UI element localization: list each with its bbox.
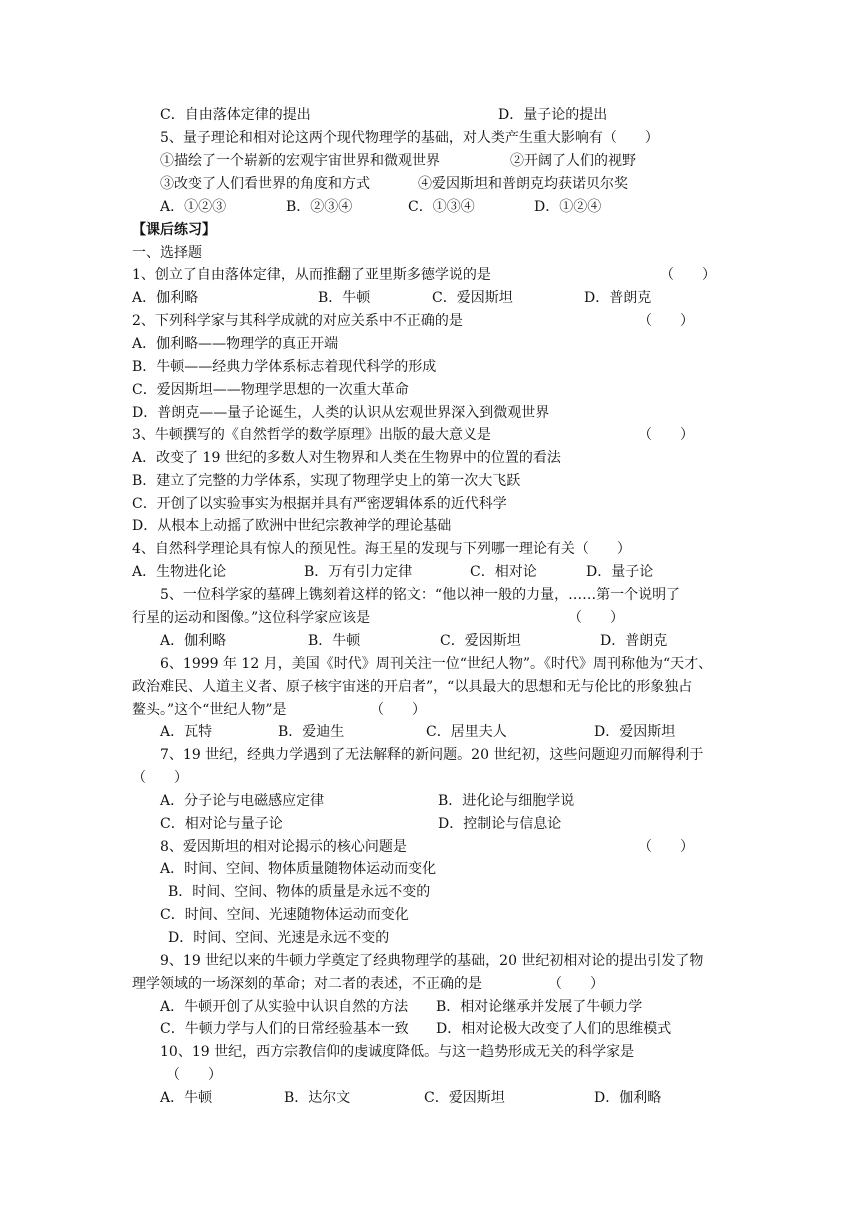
q2-option-b: B．牛顿——经典力学体系标志着现代科学的形成 <box>132 359 437 375</box>
q9-stem-line1: 9、19 世纪以来的牛顿力学奠定了经典物理学的基础，20 世纪初相对论的提出引发了物 <box>160 953 704 969</box>
q4-stem: 4、自然科学理论具有惊人的预见性。海王星的发现与下列哪一理论有关（ ） <box>132 541 631 557</box>
q8-stem: 8、爱因斯坦的相对论揭示的核心问题是 <box>160 839 407 855</box>
q8-option-a: A．时间、空间、物体质量随物体运动而变化 <box>160 861 437 877</box>
q1-option-d: D．普朗克 <box>584 290 652 306</box>
q6-stem-line2: 政治难民、人道主义者、原子核宇宙迷的开启者”，“以具最大的思想和无与伦比的形象独占 <box>132 679 693 695</box>
q10-option-a: A．牛顿 <box>160 1090 213 1106</box>
q8-option-c: C．时间、空间、光速随物体运动而变化 <box>160 907 409 923</box>
prev-q5-option-b: B．②③④ <box>286 199 353 215</box>
q5-stem-line1: 5、一位科学家的墓碑上镌刻着这样的铭文：“他以神一般的力量，……第一个说明了 <box>160 587 681 603</box>
q6-stem-line1: 6、1999 年 12 月，美国《时代》周刊关注一位“世纪人物”。《时代》周刊称他为“天才、 <box>160 656 713 672</box>
prev-question-5: 5、量子理论和相对论这两个现代物理学的基础，对人类产生重大影响有（ ） <box>160 130 659 146</box>
q1-stem: 1、创立了自由落体定律，从而推翻了亚里斯多德学说的是 <box>132 267 491 283</box>
q1-option-a: A．伽利略 <box>132 290 199 306</box>
q10-option-b: B．达尔文 <box>284 1090 351 1106</box>
q9-option-d: D．相对论极大改变了人们的思维模式 <box>436 1021 672 1037</box>
prev-option-d: D．量子论的提出 <box>498 107 608 123</box>
q4-option-c: C．相对论 <box>470 564 537 580</box>
q1-answer-paren: （ ） <box>660 267 716 283</box>
q3-option-d: D．从根本上动摇了欧洲中世纪宗教神学的理论基础 <box>132 518 452 534</box>
q3-option-b: B．建立了完整的力学体系，实现了物理学史上的第一次大飞跃 <box>132 473 521 489</box>
q6-answer-paren: （ ） <box>370 702 426 718</box>
q6-option-d: D．爱因斯坦 <box>594 724 676 740</box>
q7-option-c: C．相对论与量子论 <box>160 816 283 832</box>
statement-2: ②开阔了人们的视野 <box>510 153 636 169</box>
q7-option-b: B．进化论与细胞学说 <box>438 793 575 809</box>
q3-answer-paren: （ ） <box>638 427 694 443</box>
q2-option-d: D．普朗克——量子论诞生，人类的认识从宏观世界深入到微观世界 <box>132 405 550 421</box>
q4-option-d: D．量子论 <box>586 564 654 580</box>
q10-stem-line1: 10、19 世纪，西方宗教信仰的虔诚度降低。与这一趋势形成无关的科学家是 <box>160 1044 635 1060</box>
q4-option-a: A．生物进化论 <box>132 564 227 580</box>
q9-stem-line2: 理学领域的一场深刻的革命；对二者的表述，不正确的是 <box>132 976 482 992</box>
q3-option-a: A．改变了 19 世纪的多数人对生物界和人类在生物界中的位置的看法 <box>132 450 561 466</box>
section-subtitle: 一、选择题 <box>132 245 202 261</box>
q6-option-b: B．爱迪生 <box>278 724 345 740</box>
q5-answer-paren: （ ） <box>568 610 624 626</box>
q5-option-d: D．普朗克 <box>600 633 668 649</box>
q6-option-a: A．瓦特 <box>160 724 213 740</box>
q5-option-c: C．爱因斯坦 <box>440 633 521 649</box>
prev-q5-option-c: C．①③④ <box>408 199 475 215</box>
q7-option-a: A．分子论与电磁感应定律 <box>160 793 325 809</box>
q2-option-c: C．爱因斯坦——物理学思想的一次重大革命 <box>132 382 409 398</box>
q9-option-b: B．相对论继承并发展了牛顿力学 <box>436 999 643 1015</box>
q8-option-d: D．时间、空间、光速是永远不变的 <box>168 930 390 946</box>
q3-option-c: C．开创了以实验事实为根据并具有严密逻辑体系的近代科学 <box>132 496 507 512</box>
q10-option-d: D．伽利略 <box>594 1090 662 1106</box>
statement-1: ①描绘了一个崭新的宏观宇宙世界和微观世界 <box>160 153 440 169</box>
statement-4: ④爱因斯坦和普朗克均获诺贝尔奖 <box>418 176 628 192</box>
q7-option-d: D．控制论与信息论 <box>438 816 562 832</box>
q2-answer-paren: （ ） <box>638 313 694 329</box>
q6-stem-line3: 鳌头。”这个“世纪人物”是 <box>132 702 287 718</box>
statement-3: ③改变了人们看世界的角度和方式 <box>160 176 370 192</box>
q4-option-b: B．万有引力定律 <box>304 564 413 580</box>
q1-option-b: B．牛顿 <box>318 290 371 306</box>
prev-q5-option-d: D．①②④ <box>534 199 602 215</box>
q7-stem-line2: （ ） <box>132 770 188 786</box>
q8-option-b: B．时间、空间、物体的质量是永远不变的 <box>168 884 431 900</box>
prev-q5-option-a: A．①②③ <box>160 199 227 215</box>
q5-option-b: B．牛顿 <box>308 633 361 649</box>
q8-answer-paren: （ ） <box>638 839 694 855</box>
q5-option-a: A．伽利略 <box>160 633 227 649</box>
q6-option-c: C．居里夫人 <box>426 724 507 740</box>
q7-stem-line1: 7、19 世纪，经典力学遇到了无法解释的新问题。20 世纪初，这些问题迎刃而解得利于 <box>160 747 704 763</box>
prev-option-c: C．自由落体定律的提出 <box>160 107 311 123</box>
q9-option-a: A．牛顿开创了从实验中认识自然的方法 <box>160 999 409 1015</box>
q1-option-c: C．爱因斯坦 <box>432 290 513 306</box>
q10-option-c: C．爱因斯坦 <box>424 1090 505 1106</box>
q5-stem-line2: 行星的运动和图像。”这位科学家应该是 <box>132 610 371 626</box>
q2-option-a: A．伽利略——物理学的真正开端 <box>132 336 339 352</box>
q2-stem: 2、下列科学家与其科学成就的对应关系中不正确的是 <box>132 313 463 329</box>
q10-stem-line2: （ ） <box>166 1067 222 1083</box>
q9-answer-paren: （ ） <box>548 976 604 992</box>
q3-stem: 3、牛顿撰写的《自然哲学的数学原理》出版的最大意义是 <box>132 427 491 443</box>
q9-option-c: C．牛顿力学与人们的日常经验基本一致 <box>160 1021 409 1037</box>
section-title: 【课后练习】 <box>132 222 216 238</box>
